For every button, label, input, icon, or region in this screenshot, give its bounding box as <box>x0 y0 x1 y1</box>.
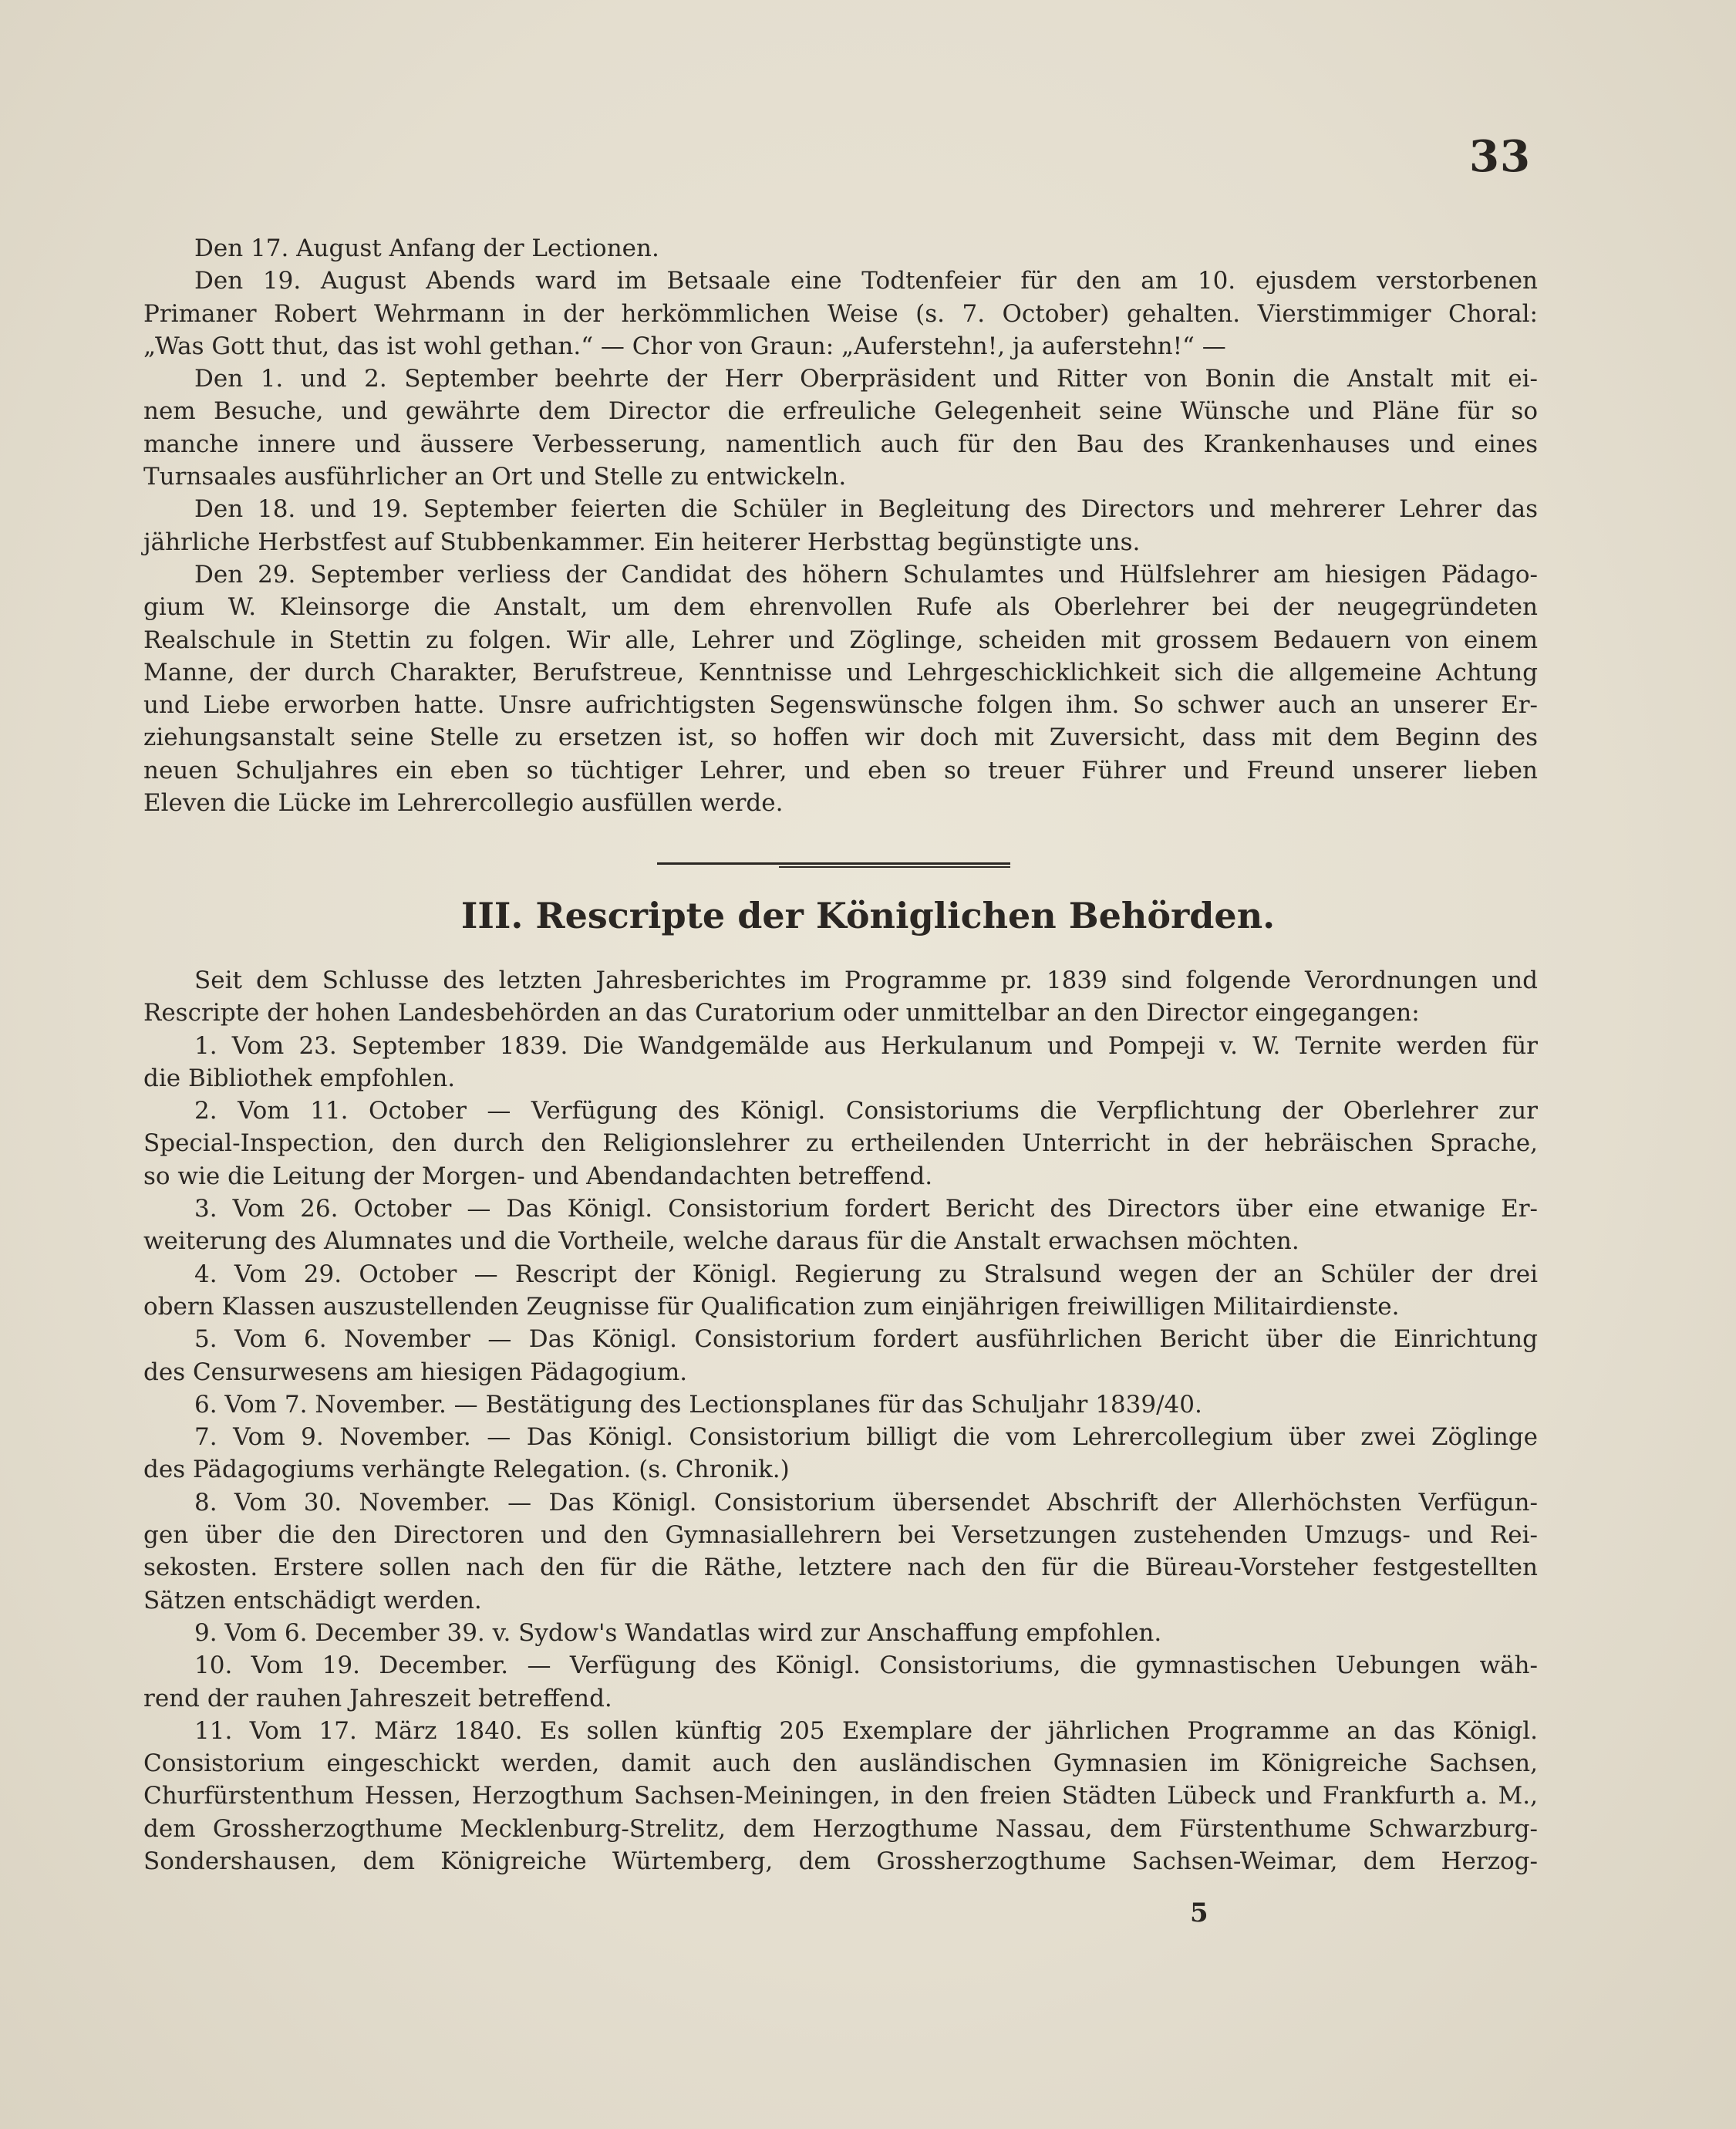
rescripte-line: Rescripte der hohen Landesbehörden an das Curatorium oder unmittelbar an den Director eingegangen: <box>143 999 1420 1027</box>
rescripte-line: sekosten. Erstere sollen nach den für die Räthe, letztere nach den für die Büreau-Vorsteher festgestellten <box>143 1554 1538 1582</box>
rescripte-line: obern Klassen auszustellenden Zeugnisse für Qualification zum einjährigen freiwilligen Militairdienste. <box>143 1292 1400 1321</box>
rescripte-line: 8. Vom 30. November. — Das Königl. Consistorium übersendet Abschrift der Allerhöchsten Verfügun- <box>194 1488 1538 1517</box>
chronik-line: nem Besuche, und gewährte dem Director die erfreuliche Gelegenheit seine Wünsche und Pläne für so <box>143 397 1538 426</box>
chronik-line: neuen Schuljahres ein eben so tüchtiger Lehrer, und eben so treuer Führer und Freund unserer lieben <box>143 756 1538 784</box>
rescripte-line: des Pädagogiums verhängte Relegation. (s. Chronik.) <box>143 1456 790 1484</box>
chronik-line: Primaner Robert Wehrmann in der herkömmlichen Weise (s. 7. October) gehalten. Vierstimmiger Choral: <box>143 299 1538 328</box>
rescripte-line: Sondershausen, dem Königreiche Würtemberg, dem Grossherzogthume Sachsen-Weimar, dem Herzog- <box>143 1847 1538 1876</box>
rescripte-line: 4. Vom 29. October — Rescript der Königl. Regierung zu Stralsund wegen der an Schüler der drei <box>194 1260 1538 1288</box>
chronik-line: Realschule in Stettin zu folgen. Wir alle, Lehrer und Zöglinge, scheiden mit grossem Bedauern von einem <box>143 626 1538 654</box>
rescripte-line: 6. Vom 7. November. — Bestätigung des Lectionsplanes für das Schuljahr 1839/40. <box>194 1390 1202 1419</box>
rescripte-line: rend der rauhen Jahreszeit betreffend. <box>143 1684 612 1712</box>
rescripte-line: 7. Vom 9. November. — Das Königl. Consistorium billigt die vom Lehrercollegium über zwei Zöglinge <box>194 1423 1538 1452</box>
chronicle-section <box>143 232 1538 819</box>
rescripte-line: 3. Vom 26. October — Das Königl. Consistorium fordert Bericht des Directors über eine etwanige Er- <box>194 1195 1538 1223</box>
rescripte-line: die Bibliothek empfohlen. <box>143 1064 456 1092</box>
rescripts-section <box>143 964 1538 1878</box>
rescripte-line: 2. Vom 11. October — Verfügung des Königl. Consistoriums die Verpflichtung der Oberlehrer zur <box>194 1097 1538 1125</box>
chronik-line: gium W. Kleinsorge die Anstalt, um dem ehrenvollen Rufe als Oberlehrer bei der neugegründeten <box>143 593 1538 622</box>
rescripte-line: 5. Vom 6. November — Das Königl. Consistorium fordert ausführlichen Bericht über die Einrichtung <box>194 1325 1538 1354</box>
rescripte-line: so wie die Leitung der Morgen- und Abendandachten betreffend. <box>143 1162 933 1190</box>
rescripte-line: Special-Inspection, den durch den Religionslehrer zu ertheilenden Unterricht in der hebräischen Sprache, <box>143 1129 1538 1158</box>
chronik-line: jährliche Herbstfest auf Stubbenkammer. Ein heiterer Herbsttag begünstigte uns. <box>143 528 1141 556</box>
chronik-line: manche innere und äussere Verbesserung, namentlich auch für den Bau des Krankenhauses und eines <box>143 430 1538 458</box>
rescripte-line: weiterung des Alumnates und die Vortheile, welche daraus für die Anstalt erwachsen möchten. <box>143 1227 1299 1256</box>
rescripte-line: 9. Vom 6. December 39. v. Sydow's Wandatlas wird zur Anschaffung empfohlen. <box>194 1618 1162 1647</box>
chronik-line: Manne, der durch Charakter, Berufstreue, Kenntnisse und Lehrgeschicklichkeit sich die allgemeine Achtung <box>143 658 1538 687</box>
rescripte-line: gen über die den Directoren und den Gymnasiallehrern bei Versetzungen zustehenden Umzugs- und Rei- <box>143 1521 1538 1550</box>
section-heading: III. Rescripte der Königlichen Behörden. <box>460 895 1276 936</box>
sheet-signature: 5 <box>1190 1898 1208 1928</box>
rescripte-line: 11. Vom 17. März 1840. Es sollen künftig 205 Exemplare der jährlichen Programme an das Königl. <box>194 1716 1538 1745</box>
chronik-line: Den 17. August Anfang der Lectionen. <box>194 234 659 262</box>
rescripte-line: Seit dem Schlusse des letzten Jahresberichtes im Programme pr. 1839 sind folgende Verordnungen und <box>194 967 1538 994</box>
chronik-line: Den 29. September verliess der Candidat des höhern Schulamtes und Hülfslehrer am hiesigen Pädago- <box>194 560 1538 589</box>
page-number: 33 <box>1469 131 1531 182</box>
rescripte-line: des Censurwesens am hiesigen Pädagogium. <box>143 1358 688 1386</box>
rescripte-line: 10. Vom 19. December. — Verfügung des Königl. Consistoriums, die gymnastischen Uebungen wäh- <box>194 1652 1538 1680</box>
chronik-line: Den 1. und 2. September beehrte der Herr Oberpräsident und Ritter von Bonin die Anstalt mit ei- <box>194 365 1538 393</box>
section-divider <box>657 862 1010 865</box>
rescripte-line: Sätzen entschädigt werden. <box>143 1586 482 1614</box>
chronik-line: „Was Gott thut, das ist wohl gethan.“ — Chor von Graun: „Auferstehn!, ja auferstehn!“ — <box>143 332 1226 360</box>
rescripte-line: 1. Vom 23. September 1839. Die Wandgemälde aus Herkulanum und Pompeji v. W. Ternite werden für <box>194 1031 1538 1060</box>
section-divider-thin <box>779 866 1010 868</box>
chronik-line: Den 18. und 19. September feierten die Schüler in Begleitung des Directors und mehrerer Lehrer das <box>194 495 1538 524</box>
chronik-line: ziehungsanstalt seine Stelle zu ersetzen ist, so hoffen wir doch mit Zuversicht, dass mit dem Beginn des <box>143 724 1538 752</box>
chronik-line: Den 19. August Abends ward im Betsaale eine Todtenfeier für den am 10. ejusdem verstorbenen <box>194 267 1538 295</box>
rescripte-line: Consistorium eingeschickt werden, damit auch den ausländischen Gymnasien im Königreiche Sachsen, <box>143 1749 1538 1778</box>
chronik-line: Eleven die Lücke im Lehrercollegio ausfüllen werde. <box>143 789 784 818</box>
rescripte-line: Churfürstenthum Hessen, Herzogthum Sachsen-Meiningen, in den freien Städten Lübeck und Frankfurth a. M., <box>143 1782 1538 1810</box>
rescripte-line: dem Grossherzogthume Mecklenburg-Strelitz, dem Herzogthume Nassau, dem Fürstenthume Schwarzburg- <box>143 1814 1538 1843</box>
chronik-line: Turnsaales ausführlicher an Ort und Stelle zu entwickeln. <box>143 463 847 491</box>
chronik-line: und Liebe erworben hatte. Unsre aufrichtigsten Segenswünsche folgen ihm. So schwer auch an unserer Er- <box>143 691 1538 720</box>
